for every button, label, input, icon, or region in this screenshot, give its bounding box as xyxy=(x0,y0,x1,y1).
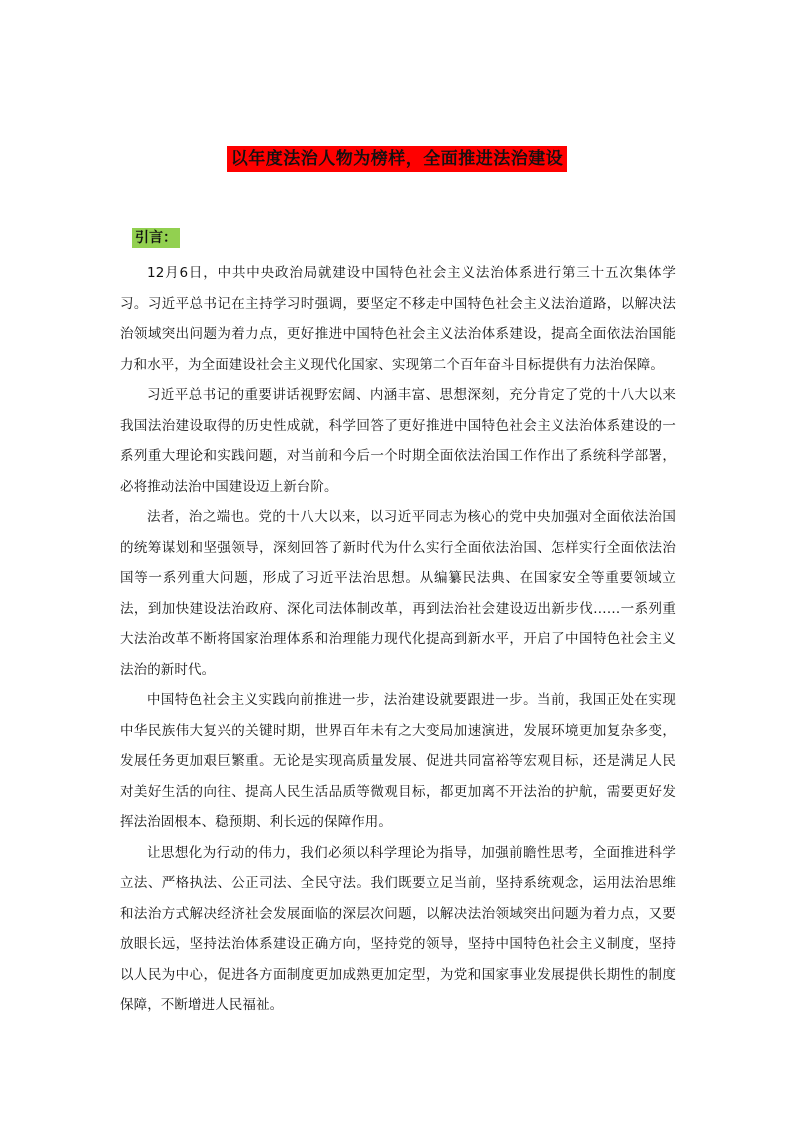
paragraph-4: 中国特色社会主义实践向前推进一步，法治建设就要跟进一步。当前，我国正处在实现中华民族伟大复兴的关键时期，世界百年未有之大变局加速演进，发展环境更加复杂多变，发展任务更加艰巨繁重。无论是实现高质量发展、促进共同富裕等宏观目标，还是满足人民对美好生活的向往、提高人民生活品质等微观目标，都更加离不开法治的护航，需要更好发挥法治固根本、稳预期、利长远的保障作用。 xyxy=(120,692,676,830)
paragraph-3: 法者，治之端也。党的十八大以来，以习近平同志为核心的党中央加强对全面依法治国的统筹谋划和坚强领导，深刻回答了新时代为什么实行全面依法治国、怎样实行全面依法治国等一系列重大问题，形成了习近平法治思想。从编纂民法典、在国家安全等重要领域立法，到加快建设法治政府、深化司法体制改革，再到法治社会建设迈出新步伐……一系列重大法治改革不断将国家治理体系和治理能力现代化提高到新水平，开启了中国特色社会主义法治的新时代。 xyxy=(120,509,676,678)
document-title: 以年度法治人物为榜样，全面推进法治建设 xyxy=(227,146,568,172)
title-container xyxy=(0,146,794,172)
body-text xyxy=(120,258,676,1021)
paragraph-2: 习近平总书记的重要讲话视野宏阔、内涵丰富、思想深刻，充分肯定了党的十八大以来我国法治建设取得的历史性成就，科学回答了更好推进中国特色社会主义法治体系建设的一系列重大理论和实践问题，对当前和今后一个时期全面依法治国工作作出了系统科学部署，必将推动法治中国建设迈上新台阶。 xyxy=(120,387,676,495)
paragraph-1: 12月6日，中共中央政治局就建设中国特色社会主义法治体系进行第三十五次集体学习。习近平总书记在主持学习时强调，要坚定不移走中国特色社会主义法治道路，以解决法治领域突出问题为着力点，更好推进中国特色社会主义法治体系建设，提高全面依法治国能力和水平，为全面建设社会主义现代化国家、实现第二个百年奋斗目标提供有力法治保障。 xyxy=(120,265,676,373)
paragraph-5: 让思想化为行动的伟力，我们必须以科学理论为指导，加强前瞻性思考，全面推进科学立法、严格执法、公正司法、全民守法。我们既要立足当前，坚持系统观念，运用法治思维和法治方式解决经济社会发展面临的深层次问题，以解决法治领域突出问题为着力点，又要放眼长远，坚持法治体系建设正确方向，坚持党的领导，坚持中国特色社会主义制度，坚持以人民为中心，促进各方面制度更加成熟更加定型，为党和国家事业发展提供长期性的制度保障，不断增进人民福祉。 xyxy=(120,844,676,1013)
intro-label: 引言： xyxy=(132,228,180,248)
